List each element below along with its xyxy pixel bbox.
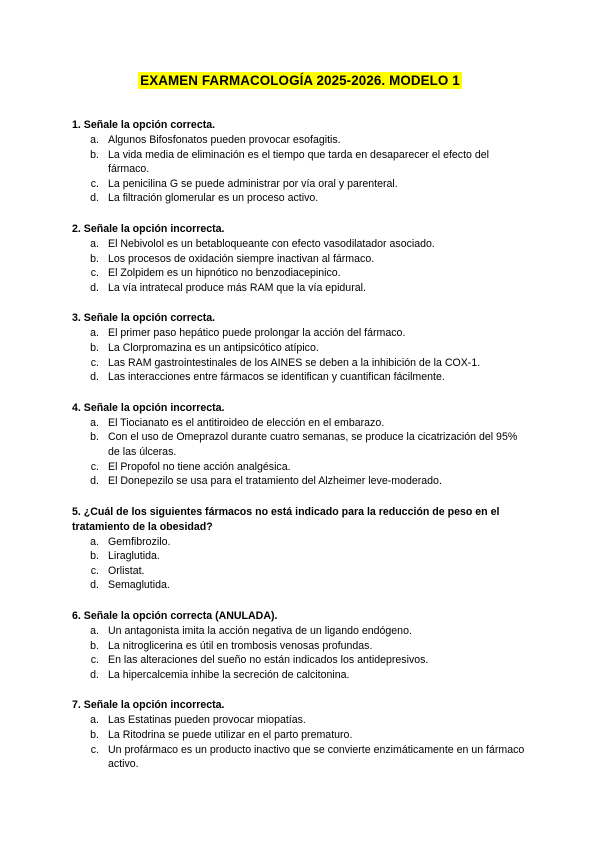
answer-option [72,474,528,489]
option-letter: b. [90,252,99,265]
option-list [72,416,528,489]
answer-option [72,133,528,148]
question-5 [72,505,528,593]
option-letter: a. [90,237,99,250]
option-text: Las RAM gastrointestinales de los AINES se deben a la inhibición de la COX-1. [108,356,481,369]
answer-option [72,713,528,728]
option-letter: c. [90,743,99,756]
option-text: El Donepezilo se usa para el tratamiento del Alzheimer leve-moderado. [108,475,442,488]
option-text: Un antagonista imita la acción negativa de un ligando endógeno. [108,625,412,638]
option-text: El Zolpidem es un hipnótico no benzodiacepinico. [108,267,341,280]
answer-option [72,237,528,252]
answer-option [72,341,528,356]
option-list [72,133,528,206]
option-text: Algunos Bifosfonatos pueden provocar esofagitis. [108,134,341,146]
option-text: La Clorpromazina es un antipsicótico atípico. [108,341,319,354]
option-letter: b. [90,431,99,444]
option-list [72,326,528,384]
question-text: 6. Señale la opción correcta (ANULADA). [72,610,278,623]
option-text: La filtración glomerular es un proceso activo. [108,192,319,205]
option-letter: d. [90,371,99,384]
answer-option [72,564,528,579]
question-7 [72,698,528,771]
option-text: El Propofol no tiene acción analgésica. [108,460,291,473]
option-letter: a. [90,416,99,429]
question-6 [72,609,528,682]
answer-option [72,668,528,683]
option-letter: b. [90,729,99,742]
question-1 [72,118,528,206]
answer-option [72,281,528,296]
option-letter: d. [90,475,99,488]
option-text: Orlistat. [108,564,145,577]
option-letter: a. [90,535,99,548]
option-letter: c. [90,177,99,190]
question-4 [72,401,528,489]
option-text: El primer paso hepático puede prolongar la acción del fármaco. [108,327,406,340]
option-text: En las alteraciones del sueño no están indicados los antidepresivos. [108,654,429,667]
option-text: Las Estatinas pueden provocar miopatías. [108,714,306,727]
option-text: Las interacciones entre fármacos se identifican y cuantifican fácilmente. [108,371,445,384]
option-text: Los procesos de oxidación siempre inactivan al fármaco. [108,252,375,265]
option-letter: c. [90,267,99,280]
option-letter: d. [90,668,99,681]
option-letter: c. [90,654,99,667]
option-text: El Tiocianato es el antitiroideo de elección en el embarazo. [108,416,385,429]
answer-option [72,177,528,192]
option-letter: a. [90,327,99,340]
option-text: El Nebivolol es un betabloqueante con efecto vasodilatador asociado. [108,237,435,250]
option-text: Un profármaco es un producto inactivo que se convierte enzimáticamente en un fármaco activo. [108,743,525,771]
question-text: 7. Señale la opción incorrecta. [72,699,225,712]
answer-option [72,326,528,341]
question-text: 2. Señale la opción incorrecta. [72,222,225,235]
question-text: 4. Señale la opción incorrecta. [72,401,225,414]
option-letter: b. [90,639,99,652]
answer-option [72,728,528,743]
option-list [72,237,528,295]
option-text: Con el uso de Omeprazol durante cuatro semanas, se produce la cicatrización del 95% de las úlceras. [108,431,518,458]
option-list [72,535,528,593]
option-letter: a. [90,714,99,727]
option-list [72,624,528,682]
answer-option [72,191,528,206]
answer-option [72,266,528,281]
option-list [72,713,528,771]
answer-option [72,370,528,385]
question-3 [72,311,528,384]
answer-option [72,252,528,267]
option-letter: c. [90,460,99,473]
option-letter: d. [90,579,99,592]
option-text: Semaglutida. [108,579,170,592]
exam-title: EXAMEN FARMACOLOGÍA 2025-2026. MODELO 1 [140,73,460,88]
option-letter: a. [90,134,99,146]
option-text: La vida media de eliminación es el tiempo que tarda en desaparecer el efecto del fármaco. [108,148,490,176]
question-text: 3. Señale la opción correcta. [72,312,216,325]
option-letter: b. [90,341,99,354]
answer-option [72,148,528,177]
option-letter: b. [90,148,99,161]
answer-option [72,356,528,371]
answer-option [72,430,528,459]
option-text: Gemfibrozilo. [108,535,171,548]
option-text: La nitroglicerina es útil en trombosis venosas profundas. [108,639,373,652]
option-text: La vía intratecal produce más RAM que la vía epidural. [108,281,366,294]
option-text: Liraglutida. [108,550,160,563]
option-text: La hipercalcemia inhibe la secreción de calcitonina. [108,668,350,681]
answer-option [72,549,528,564]
answer-option [72,639,528,654]
answer-option [72,653,528,668]
option-letter: d. [90,281,99,294]
answer-option [72,624,528,639]
option-text: La Ritodrina se puede utilizar en el parto prematuro. [108,729,353,742]
title-wrap [72,72,528,90]
option-letter: c. [90,564,99,577]
question-list [72,118,528,772]
answer-option [72,460,528,475]
answer-option [72,578,528,593]
option-letter: d. [90,192,99,205]
option-letter: c. [90,356,99,369]
answer-option [72,416,528,431]
question-text: 5. ¿Cuál de los siguientes fármacos no está indicado para la reducción de peso en el tratamiento de la obesidad? [72,505,500,533]
answer-option [72,535,528,550]
option-letter: b. [90,550,99,563]
option-letter: a. [90,625,99,638]
question-text: 1. Señale la opción correcta. [72,119,216,131]
question-2 [72,222,528,295]
option-text: La penicilina G se puede administrar por vía oral y parenteral. [108,177,398,190]
answer-option [72,743,528,772]
